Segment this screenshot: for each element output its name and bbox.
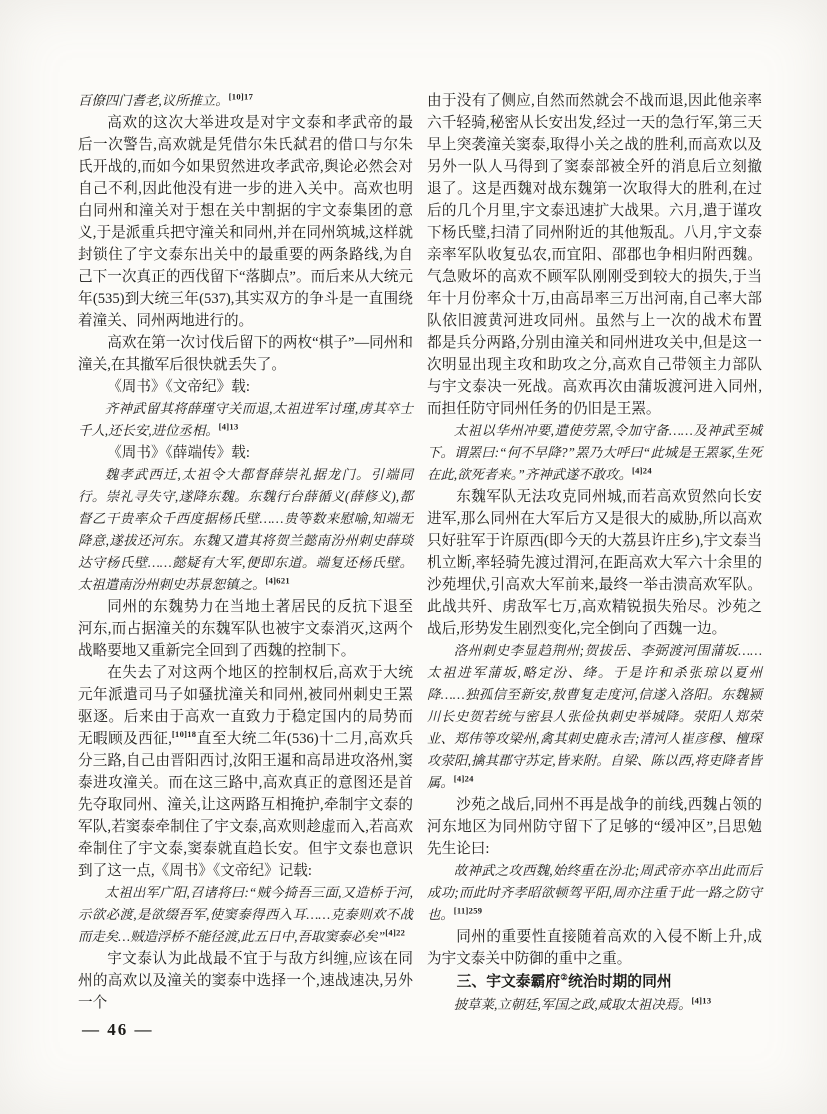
block-quote: [427, 994, 762, 1016]
paragraph-text: 直至大统二年(536)十二月,高欢兵分三路,自己由晋阳西讨,汝阳王暹和高昂进攻洛州,窦泰进攻潼关。而在这三路中,高欢真正的意图还是首先夺取同州、潼关,让这两路互相掩护,牵制宇文泰的军队,若窦泰牵制住了宇文泰,高欢则趁虚而入,若高欢牵制住了宇文泰,窦泰就直趋长安。但宇文泰也意识到了这一点,《周书》《文帝纪》记载:: [78, 731, 413, 879]
heading-footnote-ref: ②: [560, 972, 569, 983]
quote-text: 太祖出军广阳,召诸将曰:“贼今掎吾三面,又造桥于河,示欲必渡,是欲缀吾军,使窦泰得西入耳……克泰则欢不战而走矣…贼造浮桥不能径渡,此五日中,吾取窦泰必矣”: [78, 885, 413, 944]
quote-continuation: [78, 90, 413, 112]
paragraph-text: 宇文泰认为此战最不宜于与敌方纠缠,应该在同州的高欢以及潼关的窦泰中选择一个,速战速决,另外一个: [78, 951, 413, 1011]
block-quote: [427, 420, 762, 486]
right-column: [427, 90, 762, 1016]
left-column: [78, 90, 413, 1014]
paragraph: [78, 596, 413, 662]
paragraph-text: 同州的重要性直接随着高欢的入侵不断上升,成为宇文泰关中防御的重中之重。: [427, 929, 762, 967]
paragraph-text: 在失去了对这两个地区的控制权后,高欢于大统元年派遣司马子如骚扰潼关和同州,被同州刺史王罴驱逐。后来由于高欢一直致力于稳定国内的局势而无暇顾及西征,: [78, 665, 413, 747]
section-heading: [427, 970, 762, 994]
footnote-ref: [11]259: [453, 905, 483, 916]
block-quote: [78, 464, 413, 596]
source-text: 《周书》《薛端传》载:: [107, 445, 250, 461]
paragraph-continuation: [427, 90, 762, 420]
source-citation: [78, 376, 413, 398]
quote-text: 魏孝武西迁,太祖令大都督薛崇礼据龙门。引端同行。崇礼寻失守,遂降东魏。东魏行台薛循义(薛修义),都督乙干贵率众千西度据杨氏壁……贵等数来慰喻,知端无降意,遂拔还河东。东魏又遣其将贺兰懿南汾州刺史薛琰达守杨氏壁……懿疑有大军,便即东道。端复还杨氏壁。太祖遣南汾州刺史苏景恕镇之。: [78, 467, 413, 592]
source-text: 《周书》《文帝纪》载:: [107, 379, 250, 395]
footnote-ref: [4]621: [265, 575, 290, 586]
two-column-text-area: [78, 90, 762, 1016]
footnote-ref: [10]17: [228, 91, 254, 102]
paragraph-text: 高欢的这次大举进攻是对宇文泰和孝武帝的最后一次警告,高欢就是凭借尔朱氏弑君的借口与尔朱氏开战的,而如今如果贸然进攻孝武帝,舆论必然会对自己不利,因此他没有进一步的进入关中。高欢也明白同州和潼关对于想在关中割据的宇文泰集团的意义,于是派重兵把守潼关和同州,并在同州筑城,这样就封锁住了宇文泰东出关中的最重要的两条路线,为自己下一次真正的西伐留下“落脚点”。而后来从大统元年(535)到大统三年(537),其实双方的争斗是一直围绕着潼关、同州两地进行的。: [78, 115, 413, 329]
paragraph: [78, 112, 413, 332]
quote-text: 太祖以华州冲要,遣使劳罴,令加守备……及神武至城下。谓罴曰:“何不早降?”罴乃大呼曰“此城是王罴冢,生死在此,欲死者来。”齐神武遂不敢攻。: [427, 423, 762, 482]
quote-text: 洛州刺史李显趋荆州;贺拔岳、李弼渡河围蒲坂……太祖进军蒲坂,略定汾、绛。于是许和杀张琼以夏州降……独孤信至新安,敖曹复走度河,信遂入洛阳。东魏颍川长史贺若统与密县人张俭执刺史举城降。荥阳人郑荣业、郑伟等攻梁州,禽其刺史鹿永吉;清河人崔彦穆、檀琛攻荥阳,擒其郡守苏定,皆来附。自梁、陈以西,将吏降者皆属。: [427, 643, 762, 790]
quote-text: 百僚四门耆老,议所推立。: [78, 93, 229, 108]
block-quote: [78, 398, 413, 442]
source-citation: [78, 442, 413, 464]
paragraph: [78, 662, 413, 882]
quote-text: 齐神武留其将薛瑾守关而退,太祖进军讨瑾,虏其卒士千人,还长安,进位丞相。: [78, 401, 413, 438]
footnote-ref: [4]24: [453, 773, 474, 784]
quote-text: 披草莱,立朝廷,军国之政,咸取太祖决焉。: [453, 997, 692, 1012]
paragraph-text: 高欢在第一次讨伐后留下的两枚“棋子”—同州和潼关,在其撤军后很快就丢失了。: [78, 335, 413, 373]
paragraph: [78, 948, 413, 1014]
block-quote: [78, 882, 413, 948]
paragraph-text: 同州的东魏势力在当地土著居民的反抗下退至河东,而占据潼关的东魏军队也被宇文泰消灭,这两个战略要地又重新完全回到了西魏的控制下。: [78, 599, 413, 659]
paragraph-text: 东魏军队无法攻克同州城,而若高欢贸然向长安进军,那么同州在大军后方又是很大的威胁,所以高欢只好驻军于许原西(即今天的大荔县许庄乡),宇文泰当机立断,率轻骑先渡过渭河,在距高欢大军六十余里的沙苑埋伏,引高欢大军前来,最终一举击溃高欢军队。此战共歼、虏敌军七万,高欢精锐损失殆尽。沙苑之战后,形势发生剧烈变化,完全倒向了西魏一边。: [427, 489, 762, 637]
heading-text: 三、宇文泰霸府: [456, 974, 561, 990]
footnote-ref: [10]18: [171, 729, 197, 740]
quote-text: 故神武之攻西魏,始终重在汾北;周武帝亦卒出此而后成功;而此时齐孝昭欲顿驾平阳,周亦注重于此一路之防守也。: [427, 863, 762, 922]
paragraph: [427, 486, 762, 640]
paragraph-text: 沙苑之战后,同州不再是战争的前线,西魏占领的河东地区为同州防守留下了足够的“缓冲区”,吕思勉先生论曰:: [427, 797, 762, 857]
paragraph: [427, 794, 762, 860]
heading-text: 统治时期的同州: [568, 974, 672, 990]
footnote-ref: [4]13: [218, 421, 239, 432]
block-quote: [427, 860, 762, 926]
paragraph: [78, 332, 413, 376]
block-quote: [427, 640, 762, 794]
footnote-ref: [4]24: [631, 465, 652, 476]
paragraph: [427, 926, 762, 970]
paragraph-text: 由于没有了侧应,自然而然就会不战而退,因此他亲率六千轻骑,秘密从长安出发,经过一天的急行军,第三天早上突袭潼关窦泰,取得小关之战的胜利,而高欢以及另外一队人马得到了窦泰部被全歼的消息后立刻撤退了。这是西魏对战东魏第一次取得大的胜利,在过后的几个月里,宇文泰迅速扩大战果。六月,遣于谨攻下杨氏璧,扫清了同州附近的其他叛乱。八月,宇文泰亲率军队收复弘农,而宜阳、邵郡也争相归附西魏。气急败坏的高欢不顾军队刚刚受到较大的损失,于当年十月份率众十万,由高昂率三万出河南,自己率大部队依旧渡黄河进攻同州。虽然与上一次的战术布置都是兵分两路,分别由潼关和同州进攻关中,但是这一次明显出现主攻和助攻之分,高欢自己带领主力部队与宇文泰决一死战。高欢再次由蒲坂渡河进入同州,而担任防守同州任务的仍旧是王罴。: [427, 93, 762, 417]
footnote-ref: [4]13: [691, 995, 712, 1006]
page-number: — 46 —: [82, 1020, 154, 1039]
footnote-ref: [4]22: [385, 927, 406, 938]
